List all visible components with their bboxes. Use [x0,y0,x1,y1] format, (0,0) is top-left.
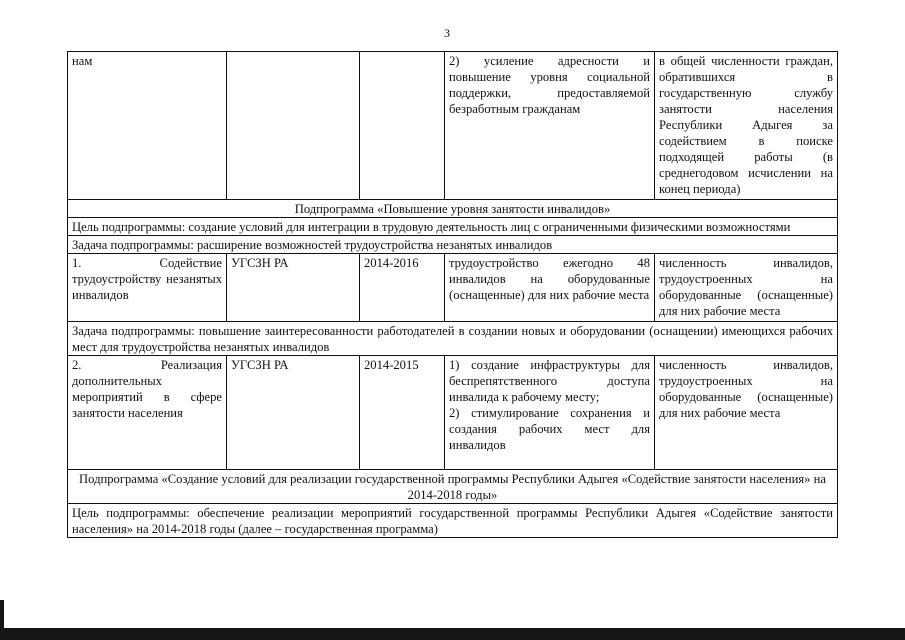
cell-executor: УГСЗН РА [227,356,360,470]
table-row [68,200,838,218]
cell-result: 2) усиление адресности и повышение уровня социальной поддержки, предоставляемой безработным гражданам [445,52,655,200]
table-row [68,52,838,200]
cell-activity: нам [68,52,227,200]
cell-period: 2014-2015 [360,356,445,470]
result-item: 2) стимулирование сохранения и создания рабочих мест для инвалидов [449,406,650,452]
table-row [68,236,838,254]
subprogram-task: Задача подпрограммы: расширение возможностей трудоустройства незанятых инвалидов [68,236,838,254]
subprogram-goal: Цель подпрограммы: обеспечение реализации мероприятий государственной программы Республики Адыгея «Содействие занятости населения» на 2014-2018 годы (далее – государственная программа) [68,504,838,538]
cell-indicator: в общей численности граждан, обратившихся в государственную службу занятости населения Республики Адыгея за содействием в поиске подходящей работы (в среднегодовом исчислении на конец периода) [655,52,838,200]
cell-period [360,52,445,200]
cell-activity: 1. Содействие трудоустройству незанятых инвалидов [68,254,227,322]
table-row [68,254,838,322]
cell-period: 2014-2016 [360,254,445,322]
cell-executor [227,52,360,200]
cell-executor: УГСЗН РА [227,254,360,322]
cell-result: трудоустройство ежегодно 48 инвалидов на оборудованные (оснащенные) для них рабочие места [445,254,655,322]
subprogram-title: Подпрограмма «Создание условий для реализации государственной программы Республики Адыгея «Содействие занятости населения» на 2014-2018 годы» [68,470,838,504]
page-number: 3 [444,26,450,40]
program-table [67,51,838,538]
table-row [68,470,838,504]
cell-indicator: численность инвалидов, трудоустроенных на оборудованные (оснащенные) для них рабочие места [655,254,838,322]
subprogram-title: Подпрограмма «Повышение уровня занятости инвалидов» [68,200,838,218]
scan-edge-shadow [0,600,4,640]
result-item: 1) создание инфраструктуры для беспрепятственного доступа инвалида к рабочему месту; [449,358,650,404]
cell-activity: 2. Реализация дополнительных мероприятий в сфере занятости населения [68,356,227,470]
table-row [68,218,838,236]
table-row [68,322,838,356]
scan-edge-shadow [0,628,905,640]
cell-indicator: численность инвалидов, трудоустроенных на оборудованные (оснащенные) для них рабочие места [655,356,838,470]
subprogram-task: Задача подпрограммы: повышение заинтересованности работодателей в создании новых и оборудовании (оснащении) имеющихся рабочих мест для трудоустройства незанятых инвалидов [68,322,838,356]
table-row [68,504,838,538]
cell-result [445,356,655,470]
subprogram-goal: Цель подпрограммы: создание условий для интеграции в трудовую деятельность лиц с ограниченными физическими возможностями [68,218,838,236]
table-row [68,356,838,470]
